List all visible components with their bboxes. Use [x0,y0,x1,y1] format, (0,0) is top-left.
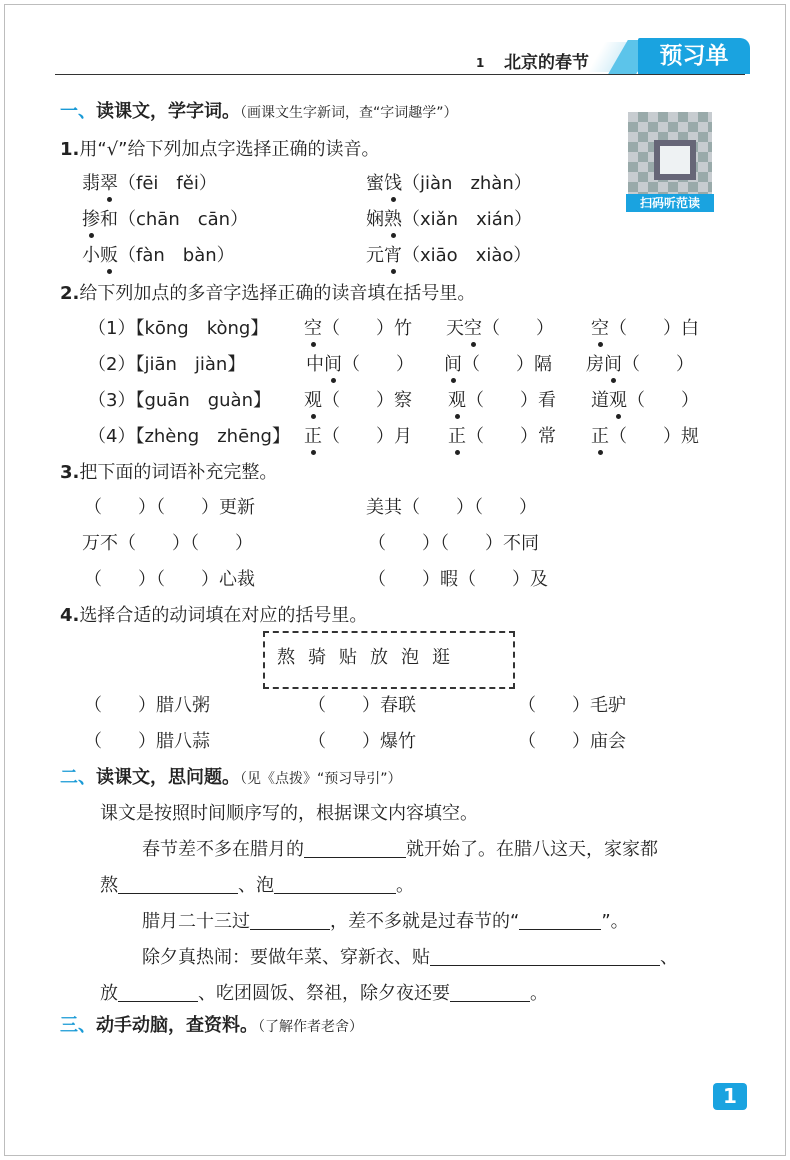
fill-text: 春节差不多在腊月的 [142,839,304,860]
dotted-char: 间 [604,354,622,375]
fill-blank[interactable] [450,983,530,1002]
dotted-char: 间 [444,354,462,375]
answer-blank[interactable]: （ ） [627,390,699,411]
pinyin-item [82,245,235,267]
dotted-char: 翠 [100,173,118,194]
polyphone-label: （4）【zhèng zhēng】 [88,426,290,447]
answer-blank[interactable]: （ ） [482,318,554,339]
dotted-char: 正 [448,426,466,447]
polyphone-item [304,426,412,448]
pinyin-options[interactable]: （fàn bàn） [118,245,235,266]
fill-line [100,875,414,897]
polyphone-item [304,318,412,340]
verb-blank-item[interactable]: （ ）春联 [308,695,416,716]
fill-text: 、泡 [238,875,274,896]
dotted-char: 掺 [82,209,100,230]
dotted-char: 观 [448,390,466,411]
polyphone-item [306,354,414,376]
pinyin-options[interactable]: （xiǎn xián） [402,209,533,230]
dotted-char: 熟 [384,209,402,230]
lesson-title: 北京的春节 [504,53,589,73]
verb-blank-item[interactable]: （ ）腊八蒜 [84,731,210,752]
dotted-char: 间 [324,354,342,375]
fill-text: 熬 [100,875,118,896]
lesson-number: 1 [476,56,485,70]
section-2-note: （见《点拨》“预习导引”） [240,771,402,787]
dotted-char: 饯 [384,173,402,194]
verb-blank-item[interactable]: （ ）腊八粥 [84,695,210,716]
verb-blank-item[interactable]: （ ）庙会 [518,731,626,752]
section-1-heading [60,101,458,124]
fill-blank[interactable] [430,947,660,966]
fill-text: ，差不多就是过春节的“ [330,911,520,932]
pinyin-options[interactable]: （chān cān） [118,209,249,230]
header-rule [55,74,745,75]
qr-code-center [654,140,696,180]
dotted-char: 观 [609,390,627,411]
section-3-title: 动手动脑，查资料。 [96,1015,258,1036]
fill-blank[interactable] [519,911,601,930]
pinyin-item [366,245,531,267]
word-char: 蜜 [366,173,384,194]
fill-text: 、 [660,947,678,968]
fill-line [142,947,678,969]
polyphone-item [444,354,552,376]
page-number: 1 [713,1083,747,1110]
question-2 [60,283,475,305]
pinyin-item [366,173,532,195]
qr-label: 扫码听范读 [626,194,714,212]
section-3-heading [60,1015,363,1038]
fill-blank[interactable] [304,839,406,858]
answer-blank[interactable]: （ ）察 [322,390,412,411]
section-2-intro: 课文是按照时间顺序写的，根据课文内容填空。 [100,803,478,824]
answer-blank[interactable]: （ ）竹 [322,318,412,339]
section-1-note: （画课文生字新词，查“字词趣学”） [240,105,458,121]
pinyin-item [366,209,532,231]
section-2-title: 读课文，思问题。 [96,767,240,788]
question-3-prompt: 把下面的词语补充完整。 [79,462,278,483]
section-3-number: 三、 [60,1015,96,1036]
idiom-item[interactable]: 万不（ ）（ ） [82,533,253,554]
answer-blank[interactable]: （ ） [342,354,414,375]
fill-text: 、吃团圆饭、祭祖，除夕夜还要 [198,983,450,1004]
pinyin-item [82,173,217,195]
fill-line [142,839,658,861]
word-char: 道 [591,390,609,411]
answer-blank[interactable]: （ ）看 [466,390,556,411]
question-4-number: 4. [60,605,80,626]
polyphone-item [304,390,412,412]
fill-blank[interactable] [274,875,396,894]
word-char: 天 [446,318,464,339]
verb-blank-item[interactable]: （ ）毛驴 [518,695,626,716]
idiom-item[interactable]: （ ）（ ）更新 [84,497,255,518]
section-2-number: 二、 [60,767,96,788]
fill-blank[interactable] [250,911,330,930]
section-1-number: 一、 [60,101,96,122]
word-char: 娴 [366,209,384,230]
fill-text: 腊月二十三过 [142,911,250,932]
pinyin-options[interactable]: （fēi fěi） [118,173,217,194]
answer-blank[interactable]: （ ）常 [466,426,556,447]
question-2-prompt: 给下列加点的多音字选择正确的读音填在括号里。 [79,283,476,304]
answer-blank[interactable]: （ ）月 [322,426,412,447]
idiom-item[interactable]: （ ）（ ）不同 [368,533,539,554]
answer-blank[interactable]: （ ）规 [609,426,699,447]
pinyin-options[interactable]: （jiàn zhàn） [402,173,532,194]
polyphone-label: （1）【kōng kòng】 [88,318,269,339]
polyphone-item [591,390,699,412]
word-char: 中 [306,354,324,375]
dotted-char: 正 [304,426,322,447]
polyphone-item [448,390,556,412]
dotted-char: 观 [304,390,322,411]
fill-text: 放 [100,983,118,1004]
question-1-number: 1. [60,139,80,160]
question-3-number: 3. [60,462,80,483]
word-char: 小 [82,245,100,266]
polyphone-label: （2）【jiān jiàn】 [88,354,246,375]
answer-blank[interactable]: （ ）白 [609,318,699,339]
fill-line [142,911,629,933]
fill-blank[interactable] [118,983,198,1002]
question-3 [60,462,277,484]
dotted-char: 空 [591,318,609,339]
fill-text: 除夕真热闹：要做年菜、穿新衣、贴 [142,947,430,968]
dotted-char: 空 [464,318,482,339]
fill-text: 。 [396,875,414,896]
polyphone-item [591,426,699,448]
word-char: 翡 [82,173,100,194]
dotted-char: 空 [304,318,322,339]
fill-text: ”。 [601,911,629,932]
polyphone-item [448,426,556,448]
verb-options: 熬骑贴放泡逛 [277,647,463,668]
preview-sheet-badge: 预习单 [638,38,750,74]
idiom-item[interactable]: （ ）暇（ ）及 [368,569,548,590]
polyphone-item [591,318,699,340]
answer-blank[interactable]: （ ）隔 [462,354,552,375]
pinyin-options[interactable]: （xiāo xiào） [402,245,532,266]
question-4-prompt: 选择合适的动词填在对应的括号里。 [79,605,368,626]
question-4 [60,605,367,627]
polyphone-item [446,318,554,340]
polyphone-item [586,354,694,376]
fill-text: 。 [530,983,548,1004]
dotted-char: 正 [591,426,609,447]
fill-blank[interactable] [118,875,238,894]
idiom-item[interactable]: （ ）（ ）心裁 [84,569,255,590]
dotted-char: 贩 [100,245,118,266]
question-1-prompt: 用“√”给下列加点字选择正确的读音。 [79,139,380,160]
pinyin-item [82,209,248,231]
idiom-item[interactable]: 美其（ ）（ ） [366,497,537,518]
dotted-char: 宵 [384,245,402,266]
verb-blank-item[interactable]: （ ）爆竹 [308,731,416,752]
question-1 [60,139,380,161]
fill-line [100,983,548,1005]
polyphone-label: （3）【guān guàn】 [88,390,271,411]
section-3-note: （了解作者老舍） [258,1019,363,1035]
question-2-number: 2. [60,283,80,304]
fill-text: 就开始了。在腊八这天，家家都 [406,839,658,860]
word-char: 房 [586,354,604,375]
section-2-heading [60,767,402,790]
answer-blank[interactable]: （ ） [622,354,694,375]
word-char: 和 [100,209,118,230]
word-char: 元 [366,245,384,266]
section-1-title: 读课文，学字词。 [96,101,240,122]
